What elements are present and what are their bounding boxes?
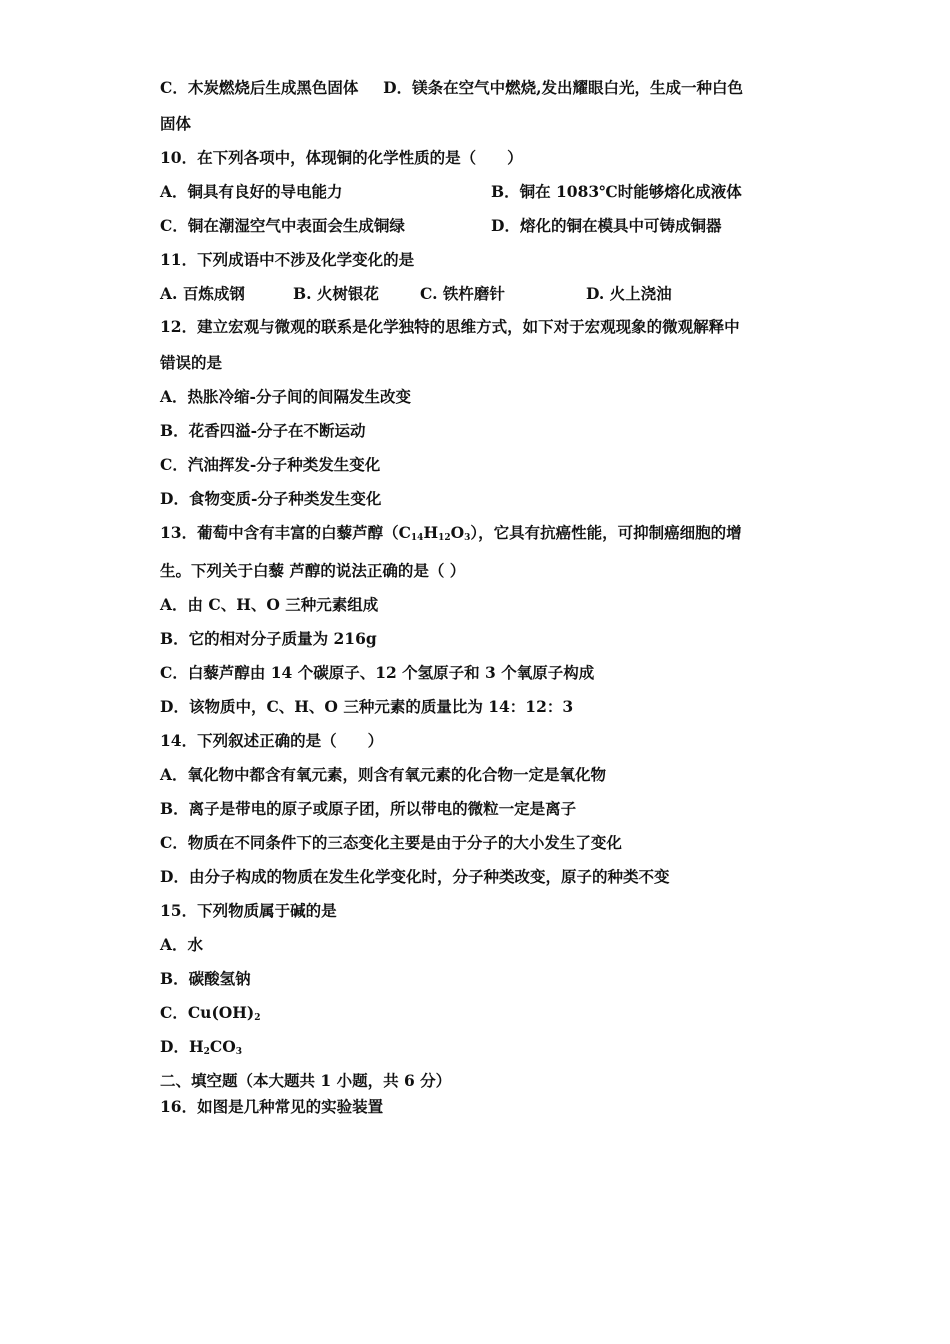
q12-option-d: D．食物变质-分子种类发生变化 (160, 489, 382, 508)
q15-option-b: B．碳酸氢钠 (160, 969, 251, 988)
q13-option-a: A．由 C、H、O 三种元素组成 (160, 595, 379, 614)
q12-option-b: B．花香四溢-分子在不断运动 (160, 421, 366, 440)
formula-subscript: 2 (254, 1013, 261, 1023)
q10-option-c: C．铜在潮湿空气中表面会生成铜绿 (160, 216, 405, 235)
q13-stem-line1 (160, 523, 742, 543)
q12-stem-line2: 错误的是 (160, 353, 223, 372)
q15-option-d (160, 1037, 242, 1057)
q14-stem: 14．下列叙述正确的是（ ） (160, 731, 384, 750)
formula-element: O (450, 523, 465, 542)
q12-option-c: C．汽油挥发-分子种类发生变化 (160, 455, 381, 474)
q12-option-a: A．热胀冷缩-分子间的间隔发生改变 (160, 387, 411, 406)
q11-option-b: B. 火树银花 (293, 284, 379, 303)
q10-stem: 10．在下列各项中，体现铜的化学性质的是（ ） (160, 148, 523, 167)
q14-option-c: C．物质在不同条件下的三态变化主要是由于分子的大小发生了变化 (160, 833, 622, 852)
section-heading: 二、填空题（本大题共 1 小题，共 6 分） (160, 1071, 452, 1090)
q9-option-line (160, 78, 743, 98)
q15-option-c (160, 1003, 261, 1023)
q14-option-d: D．由分子构成的物质在发生化学变化时，分子种类改变，原子的种类不变 (160, 867, 670, 886)
q11-option-a: A. 百炼成钢 (160, 284, 245, 303)
q13-stem-text: ），它具有抗癌性能，可抑制癌细胞的增 (470, 523, 742, 542)
q13-stem-line2: 生。下列关于白藜 芦醇的说法正确的是（ ） (160, 561, 466, 580)
q10-option-b: B．铜在 1083℃时能够熔化成液体 (491, 182, 742, 201)
formula-element: H (423, 523, 439, 542)
q10-option-a: A．铜具有良好的导电能力 (160, 182, 343, 201)
q11-option-c: C. 铁杵磨针 (420, 284, 505, 303)
formula-subscript: 12 (438, 533, 451, 543)
formula-subscript: 14 (410, 533, 424, 543)
q13-option-d: D．该物质中，C、H、O 三种元素的质量比为 14：12：3 (160, 697, 574, 716)
formula-subscript: 3 (464, 533, 471, 543)
q15-stem: 15．下列物质属于碱的是 (160, 901, 337, 920)
q15-option-a: A．水 (160, 935, 204, 954)
q10-option-d: D．熔化的铜在模具中可铸成铜器 (491, 216, 722, 235)
q14-option-a: A．氧化物中都含有氧元素，则含有氧元素的化合物一定是氧化物 (160, 765, 607, 784)
q13-option-c: C．白藜芦醇由 14 个碳原子、12 个氢原子和 3 个氧原子构成 (160, 663, 595, 682)
formula-subscript: 3 (235, 1047, 242, 1057)
q13-stem-text: 13．葡萄中含有丰富的白藜芦醇（C (160, 523, 411, 542)
q13-option-b: B．它的相对分子质量为 216g (160, 629, 377, 648)
q11-stem: 11．下列成语中不涉及化学变化的是 (160, 250, 415, 269)
q15-option-c-text: C．Cu(OH) (160, 1003, 255, 1022)
q9-option-d-continued: 固体 (160, 114, 192, 133)
q9-option-c: C．木炭燃烧后生成黑色固体 (160, 78, 359, 97)
formula-subscript: 2 (203, 1047, 210, 1057)
q15-option-d-text: CO (209, 1037, 236, 1056)
q12-stem-line1: 12．建立宏观与微观的联系是化学独特的思维方式，如下对于宏观现象的微观解释中 (160, 317, 740, 336)
q11-option-d: D. 火上浇油 (586, 284, 672, 303)
q15-option-d-text: D．H (160, 1037, 204, 1056)
q16-stem: 16．如图是几种常见的实验装置 (160, 1097, 384, 1116)
q9-option-d: D．镁条在空气中燃烧,发出耀眼白光，生成一种白色 (383, 78, 743, 97)
q14-option-b: B．离子是带电的原子或原子团，所以带电的微粒一定是离子 (160, 799, 577, 818)
